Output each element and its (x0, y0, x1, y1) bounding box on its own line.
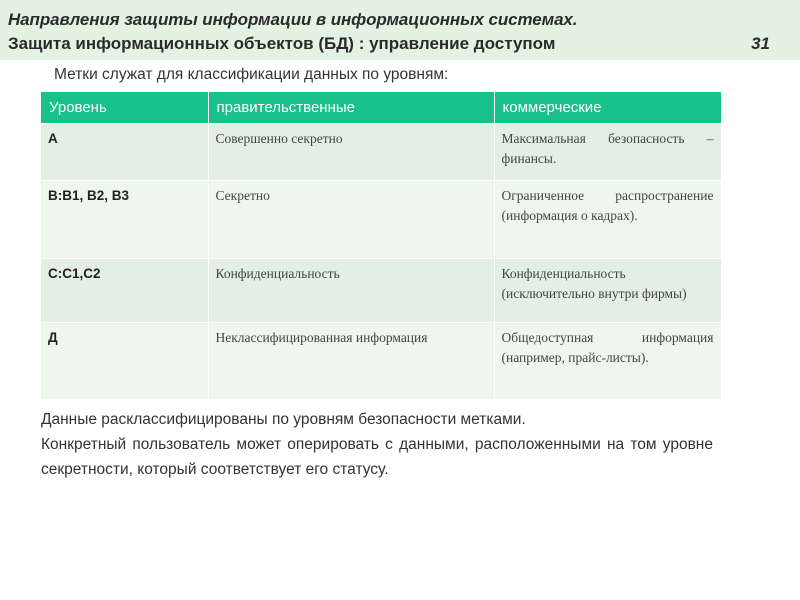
slide-header (0, 0, 800, 60)
level-cell: А (41, 124, 208, 181)
commercial-cell: Ограниченное распространение (информация о кадрах). (494, 181, 721, 259)
table-header-row (41, 92, 721, 124)
footer-text (41, 407, 713, 482)
table-row (41, 259, 721, 323)
table-row (41, 323, 721, 399)
column-header-government: правительственные (208, 92, 494, 124)
government-cell: Неклассифицированная информация (208, 323, 494, 399)
footer-line-1: Данные расклассифицированы по уровням безопасности метками. (41, 411, 526, 428)
footer-line-2: Конкретный пользователь может оперировать с данными, расположенными на том уровне секретности, который соответствует его статусу. (41, 436, 713, 478)
intro-text: Метки служат для классификации данных по уровням: (54, 66, 449, 83)
government-cell: Секретно (208, 181, 494, 259)
table-row (41, 181, 721, 259)
slide-title: Защита информационных объектов (БД) : управление доступом (8, 34, 556, 53)
commercial-cell: Максимальная безопасность – финансы. (494, 124, 721, 181)
commercial-cell: Конфиденциальность (исключительно внутри фирмы) (494, 259, 721, 323)
classification-table (41, 92, 722, 399)
slide-number: 31 (751, 34, 770, 53)
level-cell: C:C1,C2 (41, 259, 208, 323)
column-header-level: Уровень (41, 92, 208, 124)
government-cell: Совершенно секретно (208, 124, 494, 181)
section-title: Направления защиты информации в информационных системах. (8, 10, 578, 29)
commercial-cell: Общедоступная информация (например, прайс-листы). (494, 323, 721, 399)
column-header-commercial: коммерческие (494, 92, 721, 124)
table-row (41, 124, 721, 181)
level-cell: Д (41, 323, 208, 399)
government-cell: Конфиденциальность (208, 259, 494, 323)
level-cell: B:B1, B2, B3 (41, 181, 208, 259)
